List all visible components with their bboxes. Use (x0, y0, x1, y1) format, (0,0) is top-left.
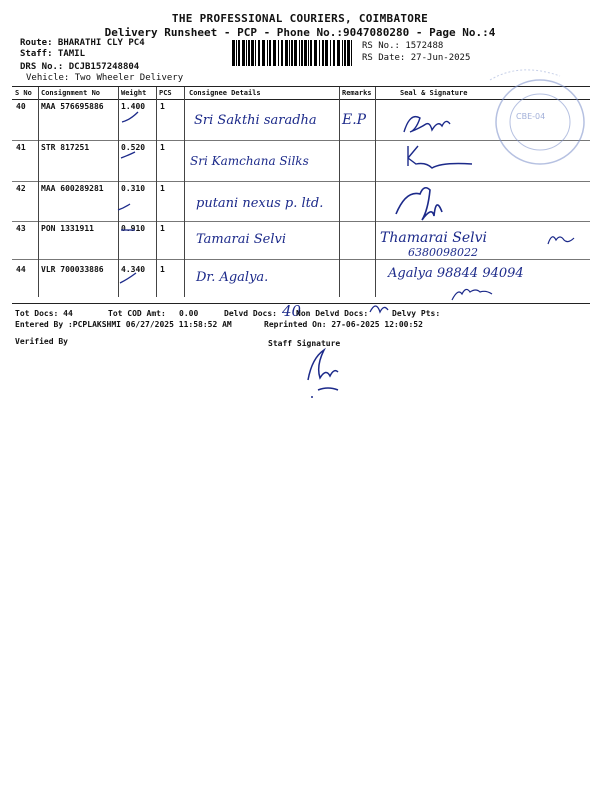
drs-label: DRS No.: DCJB157248804 (20, 62, 140, 72)
signature-stroke (452, 289, 492, 300)
consignee-handwritten: Tamarai Selvi (196, 232, 287, 247)
row-pcs: 1 (160, 184, 165, 193)
delvd-count-handwritten: 40 (282, 302, 302, 320)
row-sno: 41 (16, 143, 26, 152)
remarks-handwritten: E.P (342, 112, 367, 128)
row-sno: 44 (16, 265, 26, 274)
total-cod-amount: 0.00 (179, 309, 199, 318)
row-sno: 43 (16, 224, 26, 233)
phone-handwritten: 6380098022 (408, 246, 478, 259)
row-consignment: MAA 576695886 (41, 102, 104, 111)
row-consignment: MAA 600289281 (41, 184, 104, 193)
non-delivered-docs-label: Non Delvd Docs: (296, 309, 369, 318)
tick-mark (122, 112, 138, 122)
consignee-handwritten: Sri Sakthi saradha (194, 113, 317, 128)
route-label: Route: BHARATHI CLY PC4 (20, 38, 145, 48)
col-header-seal-signature: Seal & Signature (400, 89, 468, 97)
tick-mark (121, 152, 135, 158)
staff-signature-label: Staff Signature (268, 339, 341, 348)
tick-mark (118, 204, 130, 210)
row-weight: 0.520 (121, 143, 146, 152)
signature-stroke (548, 237, 574, 244)
row-weight: 4.340 (121, 265, 146, 274)
signature-stroke (396, 188, 442, 220)
vehicle-label: Vehicle: Two Wheeler Delivery (26, 73, 184, 83)
rs-date: RS Date: 27-Jun-2025 (362, 53, 471, 63)
stamp-text: CBE-04 (516, 112, 546, 121)
verified-by: Verified By (15, 337, 68, 346)
row-weight: 0.310 (121, 184, 146, 193)
entered-by: Entered By :PCPLAKSHMI 06/27/2025 11:58:52 AM (15, 320, 232, 329)
row-consignment: PON 1331911 (41, 224, 94, 233)
col-header-pcs: PCS (159, 89, 172, 97)
consignee-handwritten: Sri Kamchana Silks (190, 154, 309, 168)
tick-mark (120, 273, 136, 283)
signature-stroke (404, 117, 450, 132)
delivery-points-label: Delvy Pts: (392, 309, 441, 318)
row-consignment: STR 817251 (41, 143, 90, 152)
col-header-sno: S No (15, 89, 32, 97)
consignee-handwritten: Dr. Agalya. (196, 270, 269, 285)
staff-label: Staff: TAMIL (20, 49, 86, 59)
document-title: Delivery Runsheet - PCP - Phone No.:9047080280 - Page No.:4 (104, 26, 496, 39)
total-docs: Tot Docs: 44 (15, 309, 73, 318)
col-header-consignee: Consignee Details (189, 89, 261, 97)
signature-handwritten: Agalya 98844 94094 (388, 266, 524, 281)
total-cod-label: Tot COD Amt: (108, 309, 166, 318)
row-pcs: 1 (160, 224, 165, 233)
signature-stroke (408, 146, 472, 168)
col-header-weight: Weight (121, 89, 147, 97)
row-pcs: 1 (160, 265, 165, 274)
row-sno: 42 (16, 184, 26, 193)
signature-handwritten: Thamarai Selvi (380, 230, 488, 246)
row-consignment: VLR 700033886 (41, 265, 104, 274)
company-name: THE PROFESSIONAL COURIERS, COIMBATORE (171, 12, 429, 25)
tick-mark (370, 306, 388, 312)
rs-number: RS No.: 1572488 (362, 41, 444, 51)
row-pcs: 1 (160, 143, 165, 152)
row-sno: 40 (16, 102, 26, 111)
row-weight: 1.400 (121, 102, 146, 111)
delivered-docs-label: Delvd Docs: (224, 309, 277, 318)
row-pcs: 1 (160, 102, 165, 111)
col-header-remarks: Remarks (342, 89, 372, 97)
reprinted-on: Reprinted On: 27-06-2025 12:00:52 (264, 320, 423, 329)
consignee-handwritten: putani nexus p. ltd. (196, 196, 324, 211)
col-header-consignment: Consignment No (41, 89, 101, 97)
staff-signature-stroke (308, 350, 338, 398)
row-weight: 0.910 (121, 224, 146, 233)
